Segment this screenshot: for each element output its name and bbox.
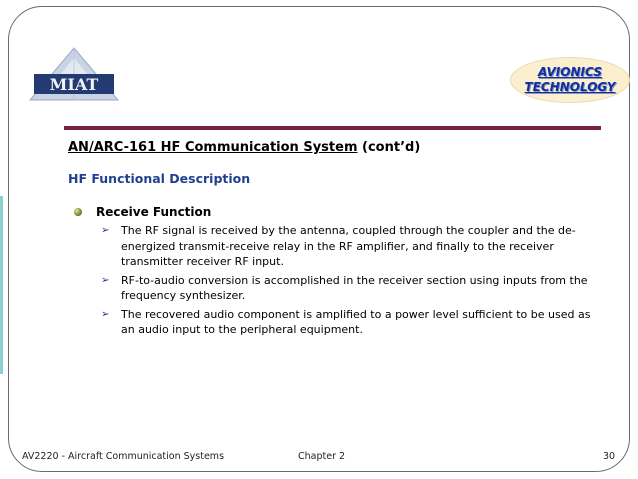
section-header <box>74 205 211 219</box>
list-item-text: The recovered audio component is amplified to a power level sufficient to be used as an audio input to the peripheral equipment. <box>121 307 591 336</box>
section-label: Receive Function <box>96 205 212 219</box>
miat-logo <box>24 44 124 104</box>
left-accent-bar <box>0 196 3 374</box>
slide-title <box>68 140 420 155</box>
logo-text: MIAT <box>49 75 99 94</box>
avionics-technology-badge <box>510 57 630 103</box>
slide-title-suffix: (cont’d) <box>357 140 421 155</box>
bullet-list <box>101 223 601 341</box>
slide-subtitle: HF Functional Description <box>68 171 251 186</box>
badge-line-1: AVIONICS <box>538 65 602 79</box>
slide-title-main: AN/ARC-161 HF Communication System <box>68 140 358 155</box>
arrow-bullet-icon: ➢ <box>101 308 110 320</box>
arrow-bullet-icon: ➢ <box>101 225 110 236</box>
list-item <box>101 223 601 270</box>
arrow-bullet-icon: ➢ <box>101 274 110 286</box>
footer-chapter: Chapter 2 <box>298 451 346 462</box>
title-rule <box>64 126 601 130</box>
list-item-text: RF-to-audio conversion is accomplished in the receiver section using inputs from the frequency synthesizer. <box>121 273 588 302</box>
footer-course: AV2220 - Aircraft Communication Systems <box>22 451 225 462</box>
badge-line-2: TECHNOLOGY <box>524 80 616 94</box>
list-item-text: The RF signal is received by the antenna, coupled through the coupler and the de-energized transmit-receive relay in the RF amplifier, and finally to the receiver transmitter receiver RF input. <box>121 224 576 268</box>
round-bullet-icon <box>74 208 82 216</box>
list-item <box>101 307 601 338</box>
footer-page-number: 30 <box>603 451 616 462</box>
list-item <box>101 273 601 304</box>
